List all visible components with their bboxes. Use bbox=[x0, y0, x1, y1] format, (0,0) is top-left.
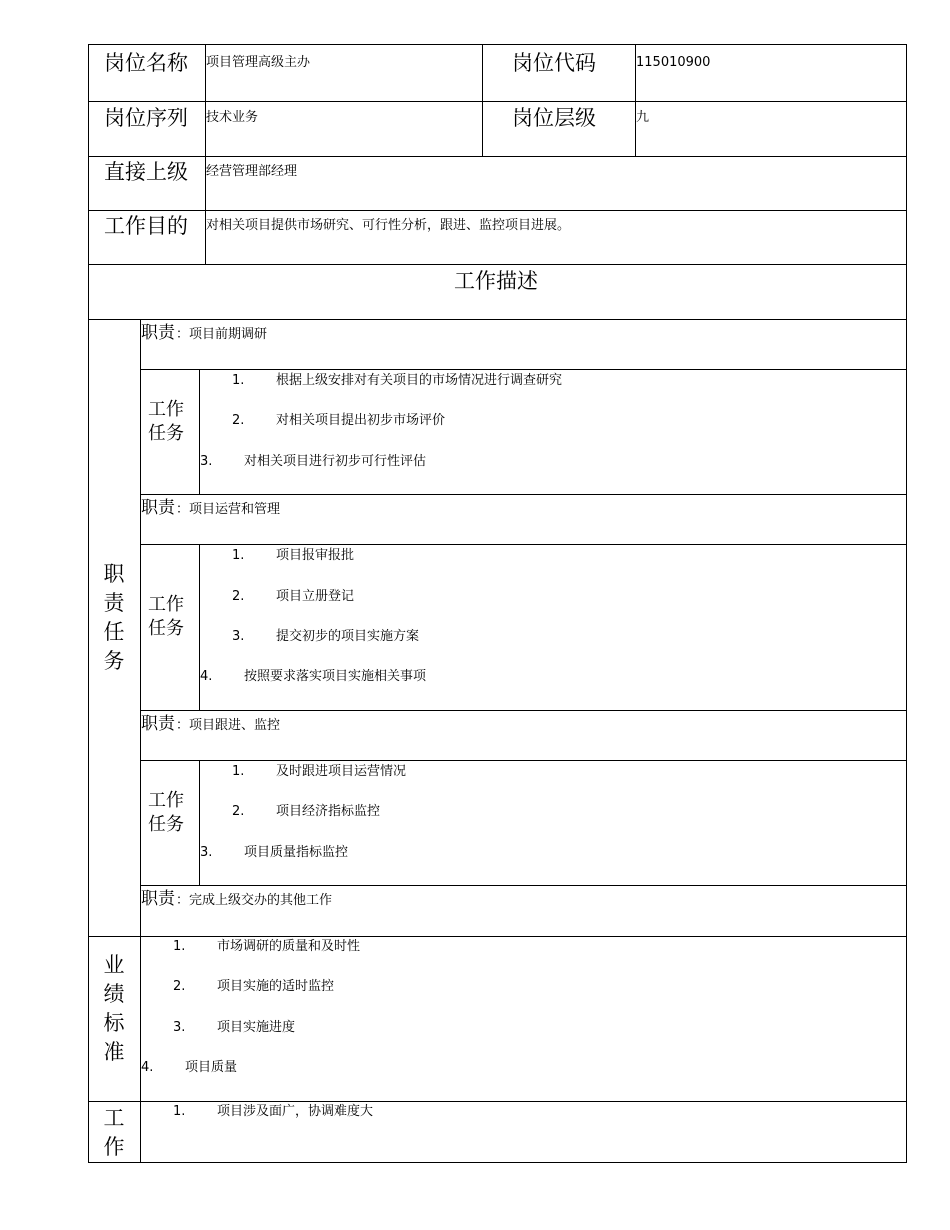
task-number: 2. bbox=[232, 413, 245, 428]
task-text: 项目报审报批 bbox=[276, 548, 355, 563]
task-number: 2. bbox=[232, 589, 245, 604]
duty-title: ：完成上级交办的其他工作 bbox=[176, 893, 333, 908]
work-item: 项目涉及面广，协调难度大 bbox=[217, 1104, 374, 1119]
sequence-value: 技术业务 bbox=[206, 110, 259, 125]
position-code-value: 115010900 bbox=[636, 55, 711, 70]
performance-item: 项目实施的适时监控 bbox=[217, 979, 335, 994]
performance-number: 2. bbox=[173, 979, 186, 994]
work-number: 1. bbox=[173, 1104, 186, 1119]
task-text: 根据上级安排对有关项目的市场情况进行调查研究 bbox=[276, 373, 563, 388]
task-number: 3. bbox=[200, 845, 213, 860]
sequence-label: 岗位序列 bbox=[104, 106, 188, 130]
position-name-value: 项目管理高级主办 bbox=[206, 55, 311, 70]
purpose-label: 工作目的 bbox=[104, 214, 188, 238]
task-text: 对相关项目提出初步市场评价 bbox=[276, 413, 446, 428]
task-label: 工作任务 bbox=[148, 399, 184, 444]
task-number: 3. bbox=[232, 629, 245, 644]
superior-label: 直接上级 bbox=[104, 160, 188, 184]
task-number: 4. bbox=[200, 669, 213, 684]
performance-item: 项目实施进度 bbox=[217, 1020, 296, 1035]
task-label: 工作任务 bbox=[148, 594, 184, 639]
task-text: 项目经济指标监控 bbox=[276, 804, 381, 819]
task-number: 1. bbox=[232, 764, 245, 779]
task-text: 按照要求落实项目实施相关事项 bbox=[244, 669, 427, 684]
performance-number: 4. bbox=[141, 1060, 154, 1075]
performance-item: 项目质量 bbox=[185, 1060, 238, 1075]
task-number: 1. bbox=[232, 373, 245, 388]
task-number: 1. bbox=[232, 548, 245, 563]
performance-item: 市场调研的质量和及时性 bbox=[217, 939, 361, 954]
duty-prefix: 职责 bbox=[141, 714, 175, 734]
duty-prefix: 职责 bbox=[141, 498, 175, 518]
work-label: 工作 bbox=[103, 1106, 125, 1159]
duty-title: ：项目跟进、监控 bbox=[176, 718, 281, 733]
task-text: 项目立册登记 bbox=[276, 589, 355, 604]
description-title: 工作描述 bbox=[454, 269, 538, 293]
level-label: 岗位层级 bbox=[512, 106, 596, 130]
task-number: 2. bbox=[232, 804, 245, 819]
task-number: 3. bbox=[200, 454, 213, 469]
performance-number: 1. bbox=[173, 939, 186, 954]
performance-label: 业绩标准 bbox=[103, 953, 125, 1064]
duty-prefix: 职责 bbox=[141, 889, 175, 909]
task-text: 提交初步的项目实施方案 bbox=[276, 629, 420, 644]
duty-title: ：项目前期调研 bbox=[176, 327, 268, 342]
superior-value: 经营管理部经理 bbox=[206, 164, 298, 179]
task-label: 工作任务 bbox=[148, 790, 184, 835]
performance-number: 3. bbox=[173, 1020, 186, 1035]
duty-prefix: 职责 bbox=[141, 323, 175, 343]
level-value: 九 bbox=[636, 110, 650, 125]
task-text: 项目质量指标监控 bbox=[244, 845, 349, 860]
task-text: 对相关项目进行初步可行性评估 bbox=[244, 454, 427, 469]
purpose-value: 对相关项目提供市场研究、可行性分析，跟进、监控项目进展。 bbox=[206, 218, 571, 233]
duties-label: 职责任务 bbox=[103, 562, 125, 673]
duty-title: ：项目运营和管理 bbox=[176, 502, 281, 517]
position-code-label: 岗位代码 bbox=[512, 51, 596, 75]
position-name-label: 岗位名称 bbox=[104, 51, 188, 75]
task-text: 及时跟进项目运营情况 bbox=[276, 764, 407, 779]
